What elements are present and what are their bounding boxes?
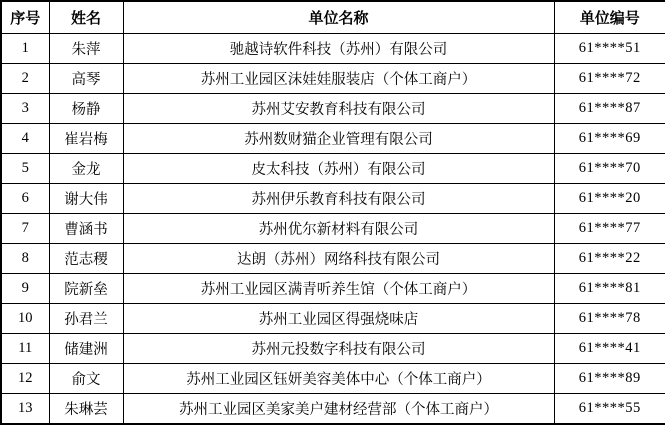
cell-code: 61****77 — [554, 214, 665, 244]
cell-company: 苏州数财猫企业管理有限公司 — [123, 124, 554, 154]
cell-name: 范志稷 — [49, 244, 123, 274]
cell-code: 61****20 — [554, 184, 665, 214]
cell-company: 苏州艾安教育科技有限公司 — [123, 94, 554, 124]
table-row — [1, 274, 665, 304]
cell-no: 2 — [1, 64, 49, 94]
cell-code: 61****22 — [554, 244, 665, 274]
cell-name: 杨静 — [49, 94, 123, 124]
cell-company: 皮太科技（苏州）有限公司 — [123, 154, 554, 184]
cell-company: 苏州工业园区得强烧味店 — [123, 304, 554, 334]
cell-code: 61****87 — [554, 94, 665, 124]
cell-company: 苏州工业园区美家美户建材经营部（个体工商户） — [123, 394, 554, 425]
cell-code: 61****78 — [554, 304, 665, 334]
table-row — [1, 334, 665, 364]
cell-name: 储建洲 — [49, 334, 123, 364]
cell-no: 10 — [1, 304, 49, 334]
cell-code: 61****89 — [554, 364, 665, 394]
cell-no: 12 — [1, 364, 49, 394]
cell-name: 朱琳芸 — [49, 394, 123, 425]
table-row — [1, 394, 665, 425]
cell-no: 7 — [1, 214, 49, 244]
cell-name: 曹涵书 — [49, 214, 123, 244]
cell-code: 61****55 — [554, 394, 665, 425]
cell-name: 俞文 — [49, 364, 123, 394]
cell-name: 谢大伟 — [49, 184, 123, 214]
cell-company: 苏州工业园区钰妍美容美体中心（个体工商户） — [123, 364, 554, 394]
cell-no: 6 — [1, 184, 49, 214]
header-cell-name: 姓名 — [49, 1, 123, 34]
cell-name: 高琴 — [49, 64, 123, 94]
cell-code: 61****41 — [554, 334, 665, 364]
cell-code: 61****81 — [554, 274, 665, 304]
table-row — [1, 244, 665, 274]
cell-company: 达朗（苏州）网络科技有限公司 — [123, 244, 554, 274]
header-cell-no: 序号 — [1, 1, 49, 34]
cell-name: 院新垒 — [49, 274, 123, 304]
cell-code: 61****51 — [554, 34, 665, 64]
table-row — [1, 64, 665, 94]
table-row — [1, 124, 665, 154]
cell-no: 3 — [1, 94, 49, 124]
cell-company: 苏州工业园区满青听养生馆（个体工商户） — [123, 274, 554, 304]
cell-name: 孙君兰 — [49, 304, 123, 334]
cell-company: 苏州伊乐教育科技有限公司 — [123, 184, 554, 214]
table-body — [1, 34, 665, 425]
table-row — [1, 184, 665, 214]
cell-no: 9 — [1, 274, 49, 304]
cell-no: 13 — [1, 394, 49, 425]
cell-code: 61****69 — [554, 124, 665, 154]
cell-name: 崔岩梅 — [49, 124, 123, 154]
cell-no: 1 — [1, 34, 49, 64]
table-row — [1, 214, 665, 244]
header-cell-code: 单位编号 — [554, 1, 665, 34]
cell-no: 5 — [1, 154, 49, 184]
cell-company: 苏州优尔新材料有限公司 — [123, 214, 554, 244]
cell-company: 驰越诗软件科技（苏州）有限公司 — [123, 34, 554, 64]
cell-company: 苏州元投数字科技有限公司 — [123, 334, 554, 364]
header-cell-company: 单位名称 — [123, 1, 554, 34]
table-row — [1, 154, 665, 184]
cell-code: 61****70 — [554, 154, 665, 184]
table-header-row — [1, 1, 665, 34]
cell-no: 8 — [1, 244, 49, 274]
table-row — [1, 34, 665, 64]
table-row — [1, 364, 665, 394]
cell-code: 61****72 — [554, 64, 665, 94]
cell-no: 11 — [1, 334, 49, 364]
cell-name: 朱萍 — [49, 34, 123, 64]
table-row — [1, 304, 665, 334]
cell-no: 4 — [1, 124, 49, 154]
table-row — [1, 94, 665, 124]
cell-company: 苏州工业园区沫娃娃服装店（个体工商户） — [123, 64, 554, 94]
cell-name: 金龙 — [49, 154, 123, 184]
